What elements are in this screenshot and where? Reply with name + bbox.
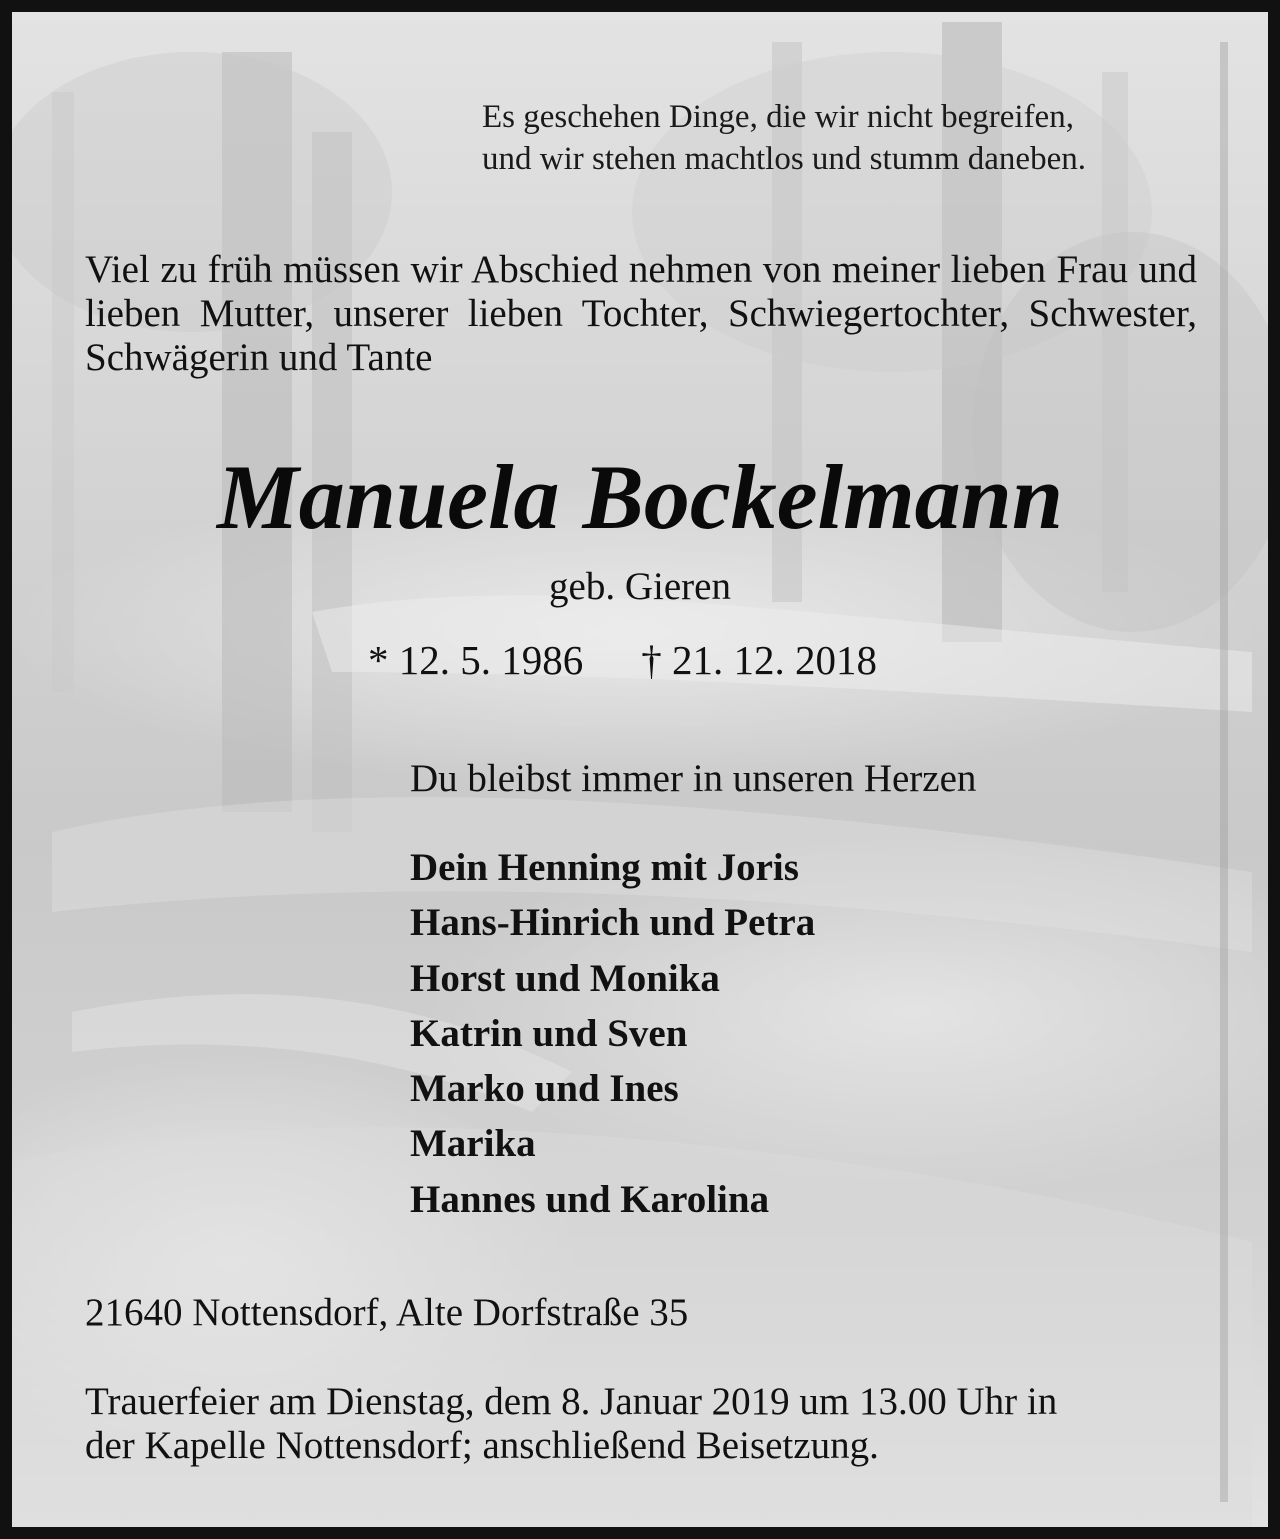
opening-quote [482,96,1212,180]
mourners-list [410,840,815,1227]
mourner-item: Katrin und Sven [410,1011,688,1055]
quote-line-2: und wir stehen machtlos und stumm daneben. [482,141,1086,177]
mourner-item: Hans-Hinrich und Petra [410,901,816,945]
family-address: 21640 Nottensdorf, Alte Dorfstraße 35 [85,1291,689,1334]
funeral-line-2: der Kapelle Nottensdorf; anschließend Beisetzung. [85,1424,879,1467]
mourner-item: Dein Henning mit Joris [410,846,799,889]
birth-date: * 12. 5. 1986 [368,637,584,683]
death-date: † 21. 12. 2018 [641,637,877,683]
quote-line-1: Es geschehen Dinge, die wir nicht begreifen, [482,99,1074,135]
life-dates [368,636,877,684]
funeral-details [85,1380,1197,1468]
mourner-item: Horst und Monika [410,956,720,1000]
mourner-item: Marika [410,1122,536,1166]
intro-paragraph: Viel zu früh müssen wir Abschied nehmen von meiner lieben Frau und lieben Mutter, unserer lieben Tochter, Schwiegertochter, Schwester, Schwägerin und Tante [85,248,1197,379]
funeral-line-1: Trauerfeier am Dienstag, dem 8. Januar 2019 um 13.00 Uhr in [85,1380,1058,1423]
notice-text [12,12,1268,1527]
sentiment-line: Du bleibst immer in unseren Herzen [410,757,977,800]
mourner-item: Marko und Ines [410,1067,679,1111]
maiden-name: geb. Gieren [549,565,731,608]
mourner-item: Hannes und Karolina [410,1177,770,1221]
deceased-name: Manuela Bockelmann [216,446,1063,548]
